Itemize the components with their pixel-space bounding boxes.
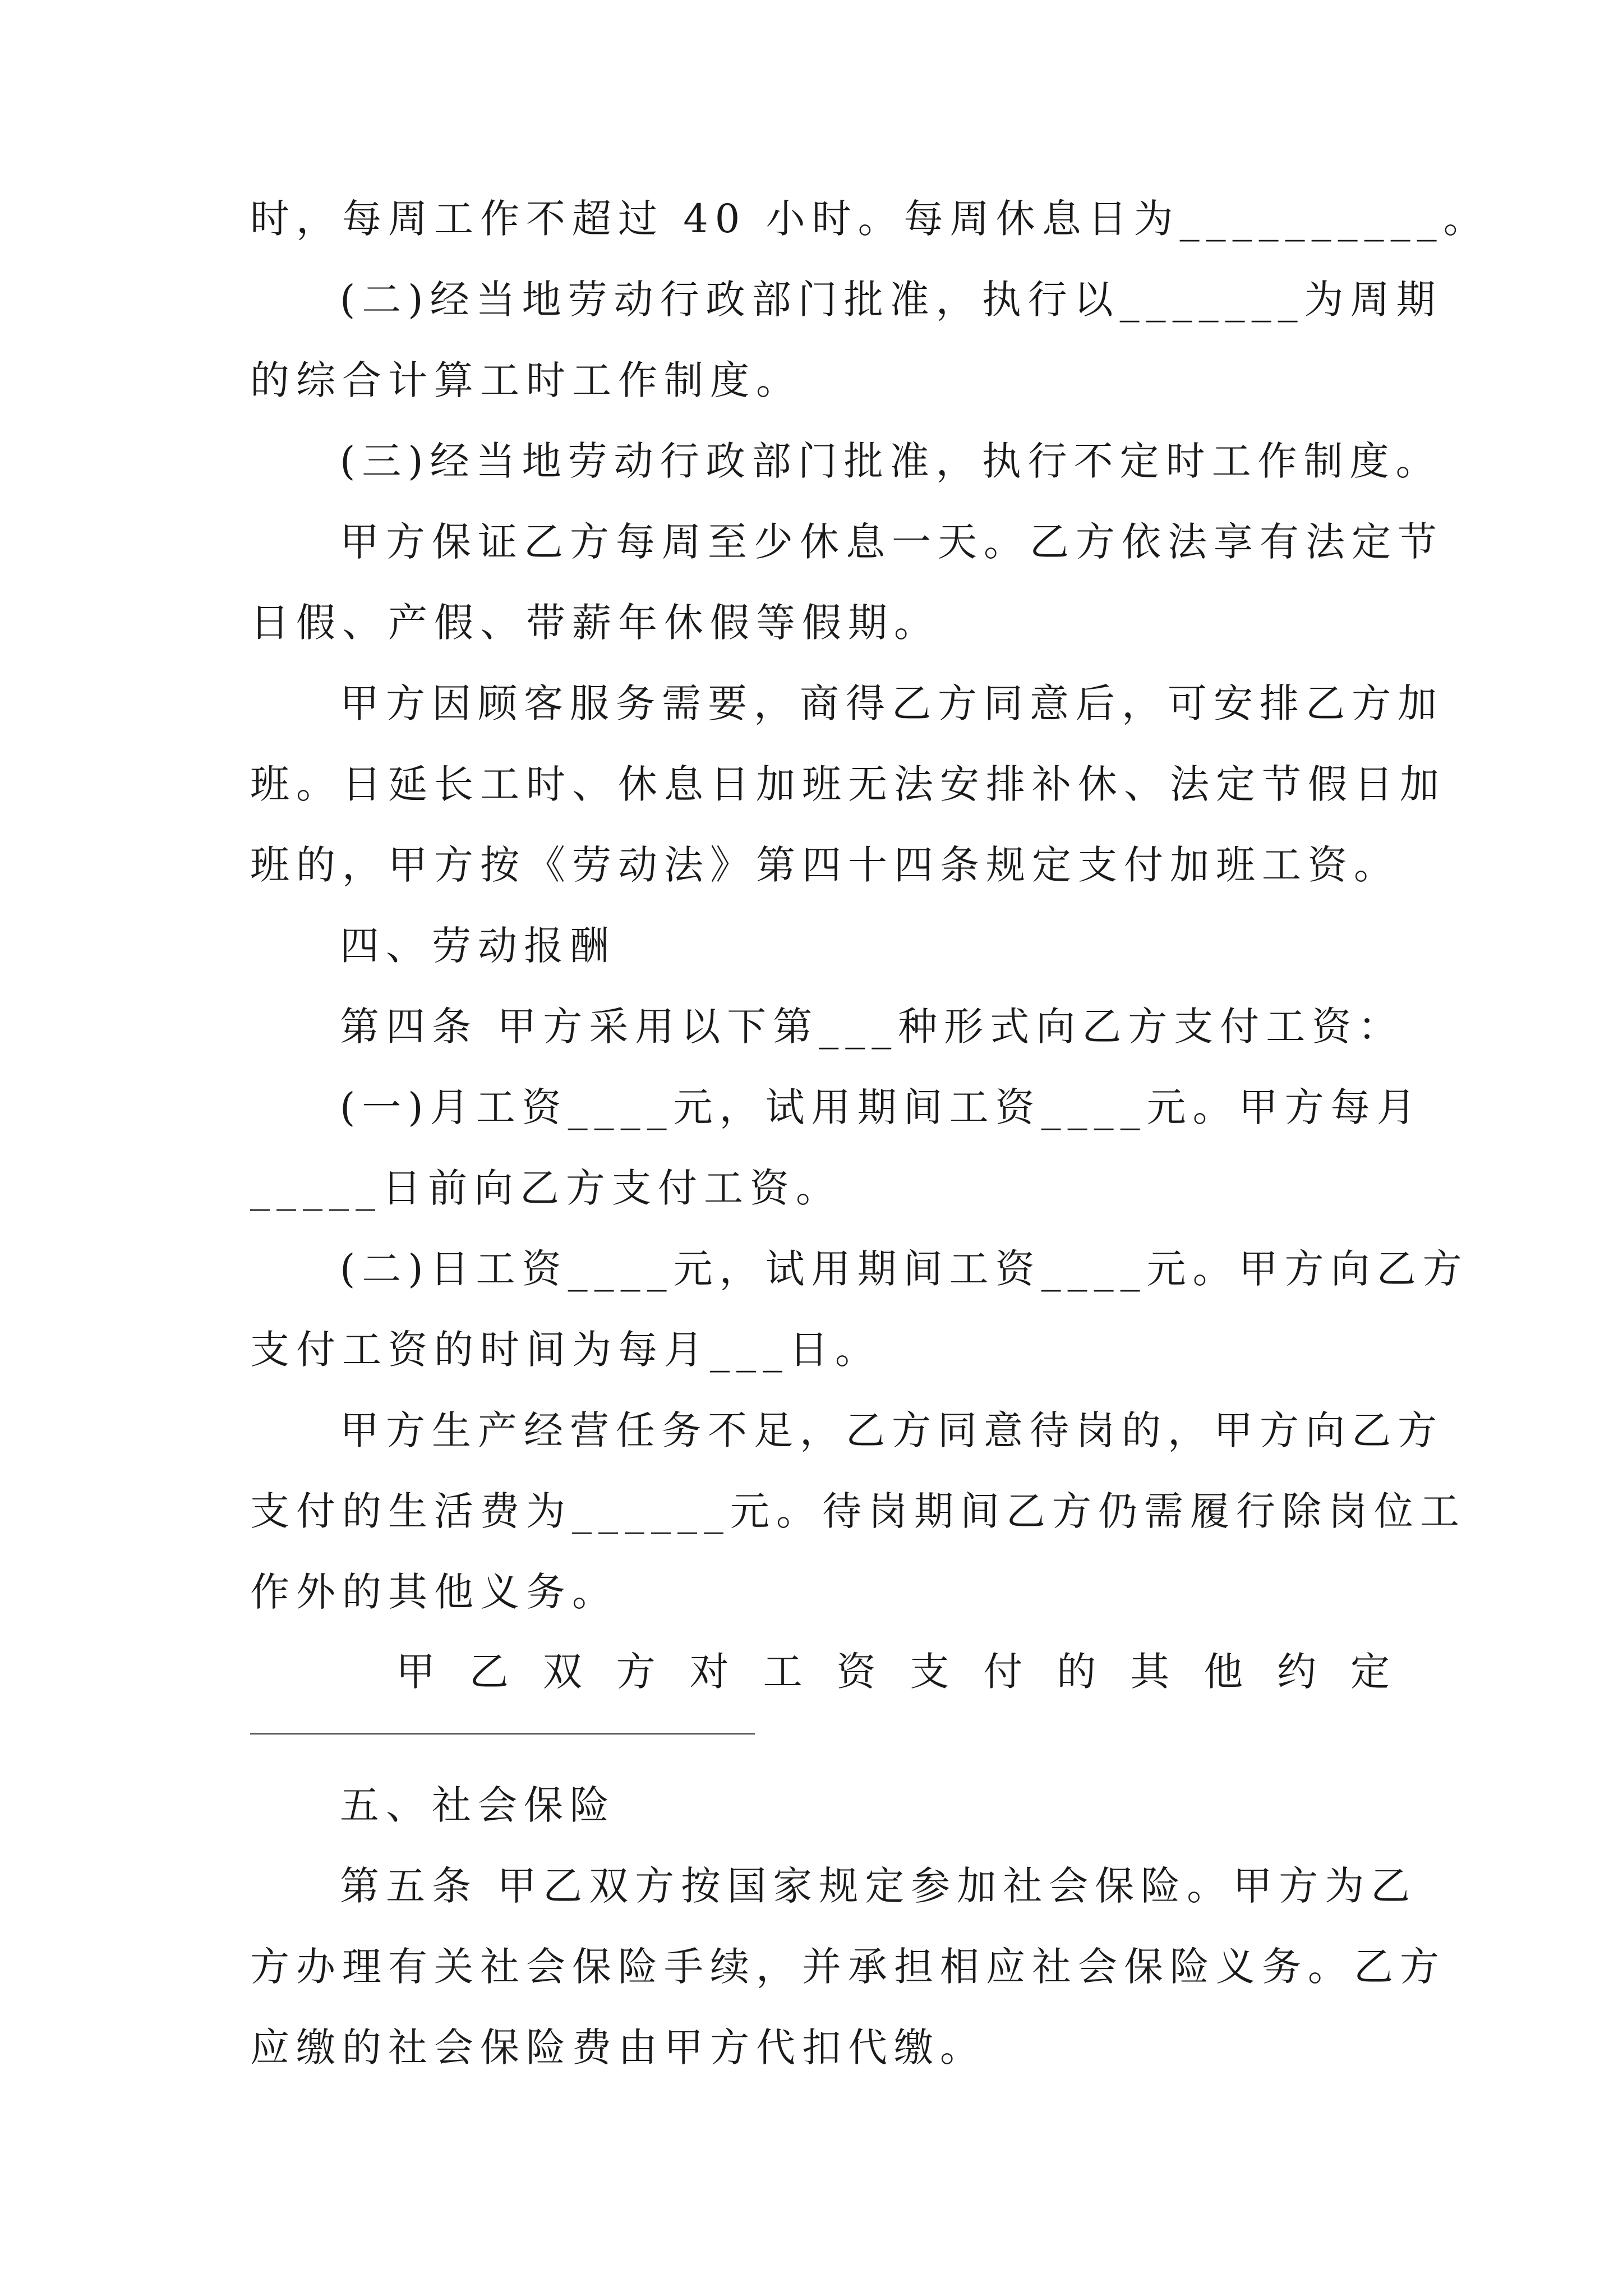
spread-char: 他 <box>1204 1649 1243 1695</box>
section-heading: 四、劳动报酬 <box>340 923 616 969</box>
spread-char: 付 <box>983 1649 1023 1695</box>
paragraph-line: 甲方因顾客服务需要，商得乙方同意后，可安排乙方加 <box>340 680 1444 726</box>
paragraph-line: 支付工资的时间为每月___日。 <box>250 1327 881 1373</box>
paragraph-line: 班的，甲方按《劳动法》第四十四条规定支付加班工资。 <box>250 842 1400 888</box>
paragraph-line <box>396 1644 1390 1700</box>
paragraph-line: 时，每周工作不超过 40 小时。每周休息日为__________。 <box>250 196 1490 242</box>
paragraph-line: 应缴的社会保险费由甲方代扣代缴。 <box>250 2024 986 2070</box>
paragraph-line: _____日前向乙方支付工资。 <box>250 1165 842 1211</box>
paragraph-line: 第四条 甲方采用以下第___种形式向乙方支付工资： <box>340 1004 1404 1050</box>
paragraph-line: 的综合计算工时工作制度。 <box>250 357 802 403</box>
spread-char: 的 <box>1057 1649 1096 1695</box>
paragraph-line: 甲方生产经营任务不足，乙方同意待岗的，甲方向乙方 <box>340 1407 1444 1453</box>
spread-char: 方 <box>616 1649 656 1695</box>
paragraph-line: (二)日工资____元，试用期间工资____元。甲方向乙方 <box>340 1246 1469 1292</box>
spread-char: 资 <box>836 1649 876 1695</box>
blank-underline <box>250 1733 755 1734</box>
paragraph-line: 作外的其他义务。 <box>250 1569 618 1615</box>
paragraph-line: 班。日延长工时、休息日加班无法安排补休、法定节假日加 <box>250 761 1446 807</box>
section-heading: 五、社会保险 <box>340 1782 616 1828</box>
spread-char: 乙 <box>469 1649 509 1695</box>
paragraph-line: 日假、产假、带薪年休假等假期。 <box>250 600 940 646</box>
spread-char: 约 <box>1277 1649 1317 1695</box>
paragraph-line: (三)经当地劳动行政部门批准，执行不定时工作制度。 <box>340 438 1442 484</box>
paragraph-line: (二)经当地劳动行政部门批准，执行以_______为周期 <box>340 277 1442 323</box>
paragraph-line: (一)月工资____元，试用期间工资____元。甲方每月 <box>340 1084 1423 1130</box>
paragraph-line: 支付的生活费为______元。待岗期间乙方仍需履行除岗位工 <box>250 1488 1466 1534</box>
spread-char: 工 <box>763 1649 803 1695</box>
paragraph-line: 第五条 甲乙双方按国家规定参加社会保险。甲方为乙 <box>340 1863 1417 1909</box>
spread-char: 双 <box>542 1649 582 1695</box>
paragraph-line: 甲方保证乙方每周至少休息一天。乙方依法享有法定节 <box>340 519 1444 565</box>
spread-char: 支 <box>910 1649 949 1695</box>
paragraph-line: 方办理有关社会保险手续，并承担相应社会保险义务。乙方 <box>250 1944 1446 1990</box>
spread-char: 对 <box>689 1649 729 1695</box>
spread-char: 定 <box>1350 1649 1390 1695</box>
spread-char: 甲 <box>396 1649 435 1695</box>
spread-char: 其 <box>1130 1649 1170 1695</box>
